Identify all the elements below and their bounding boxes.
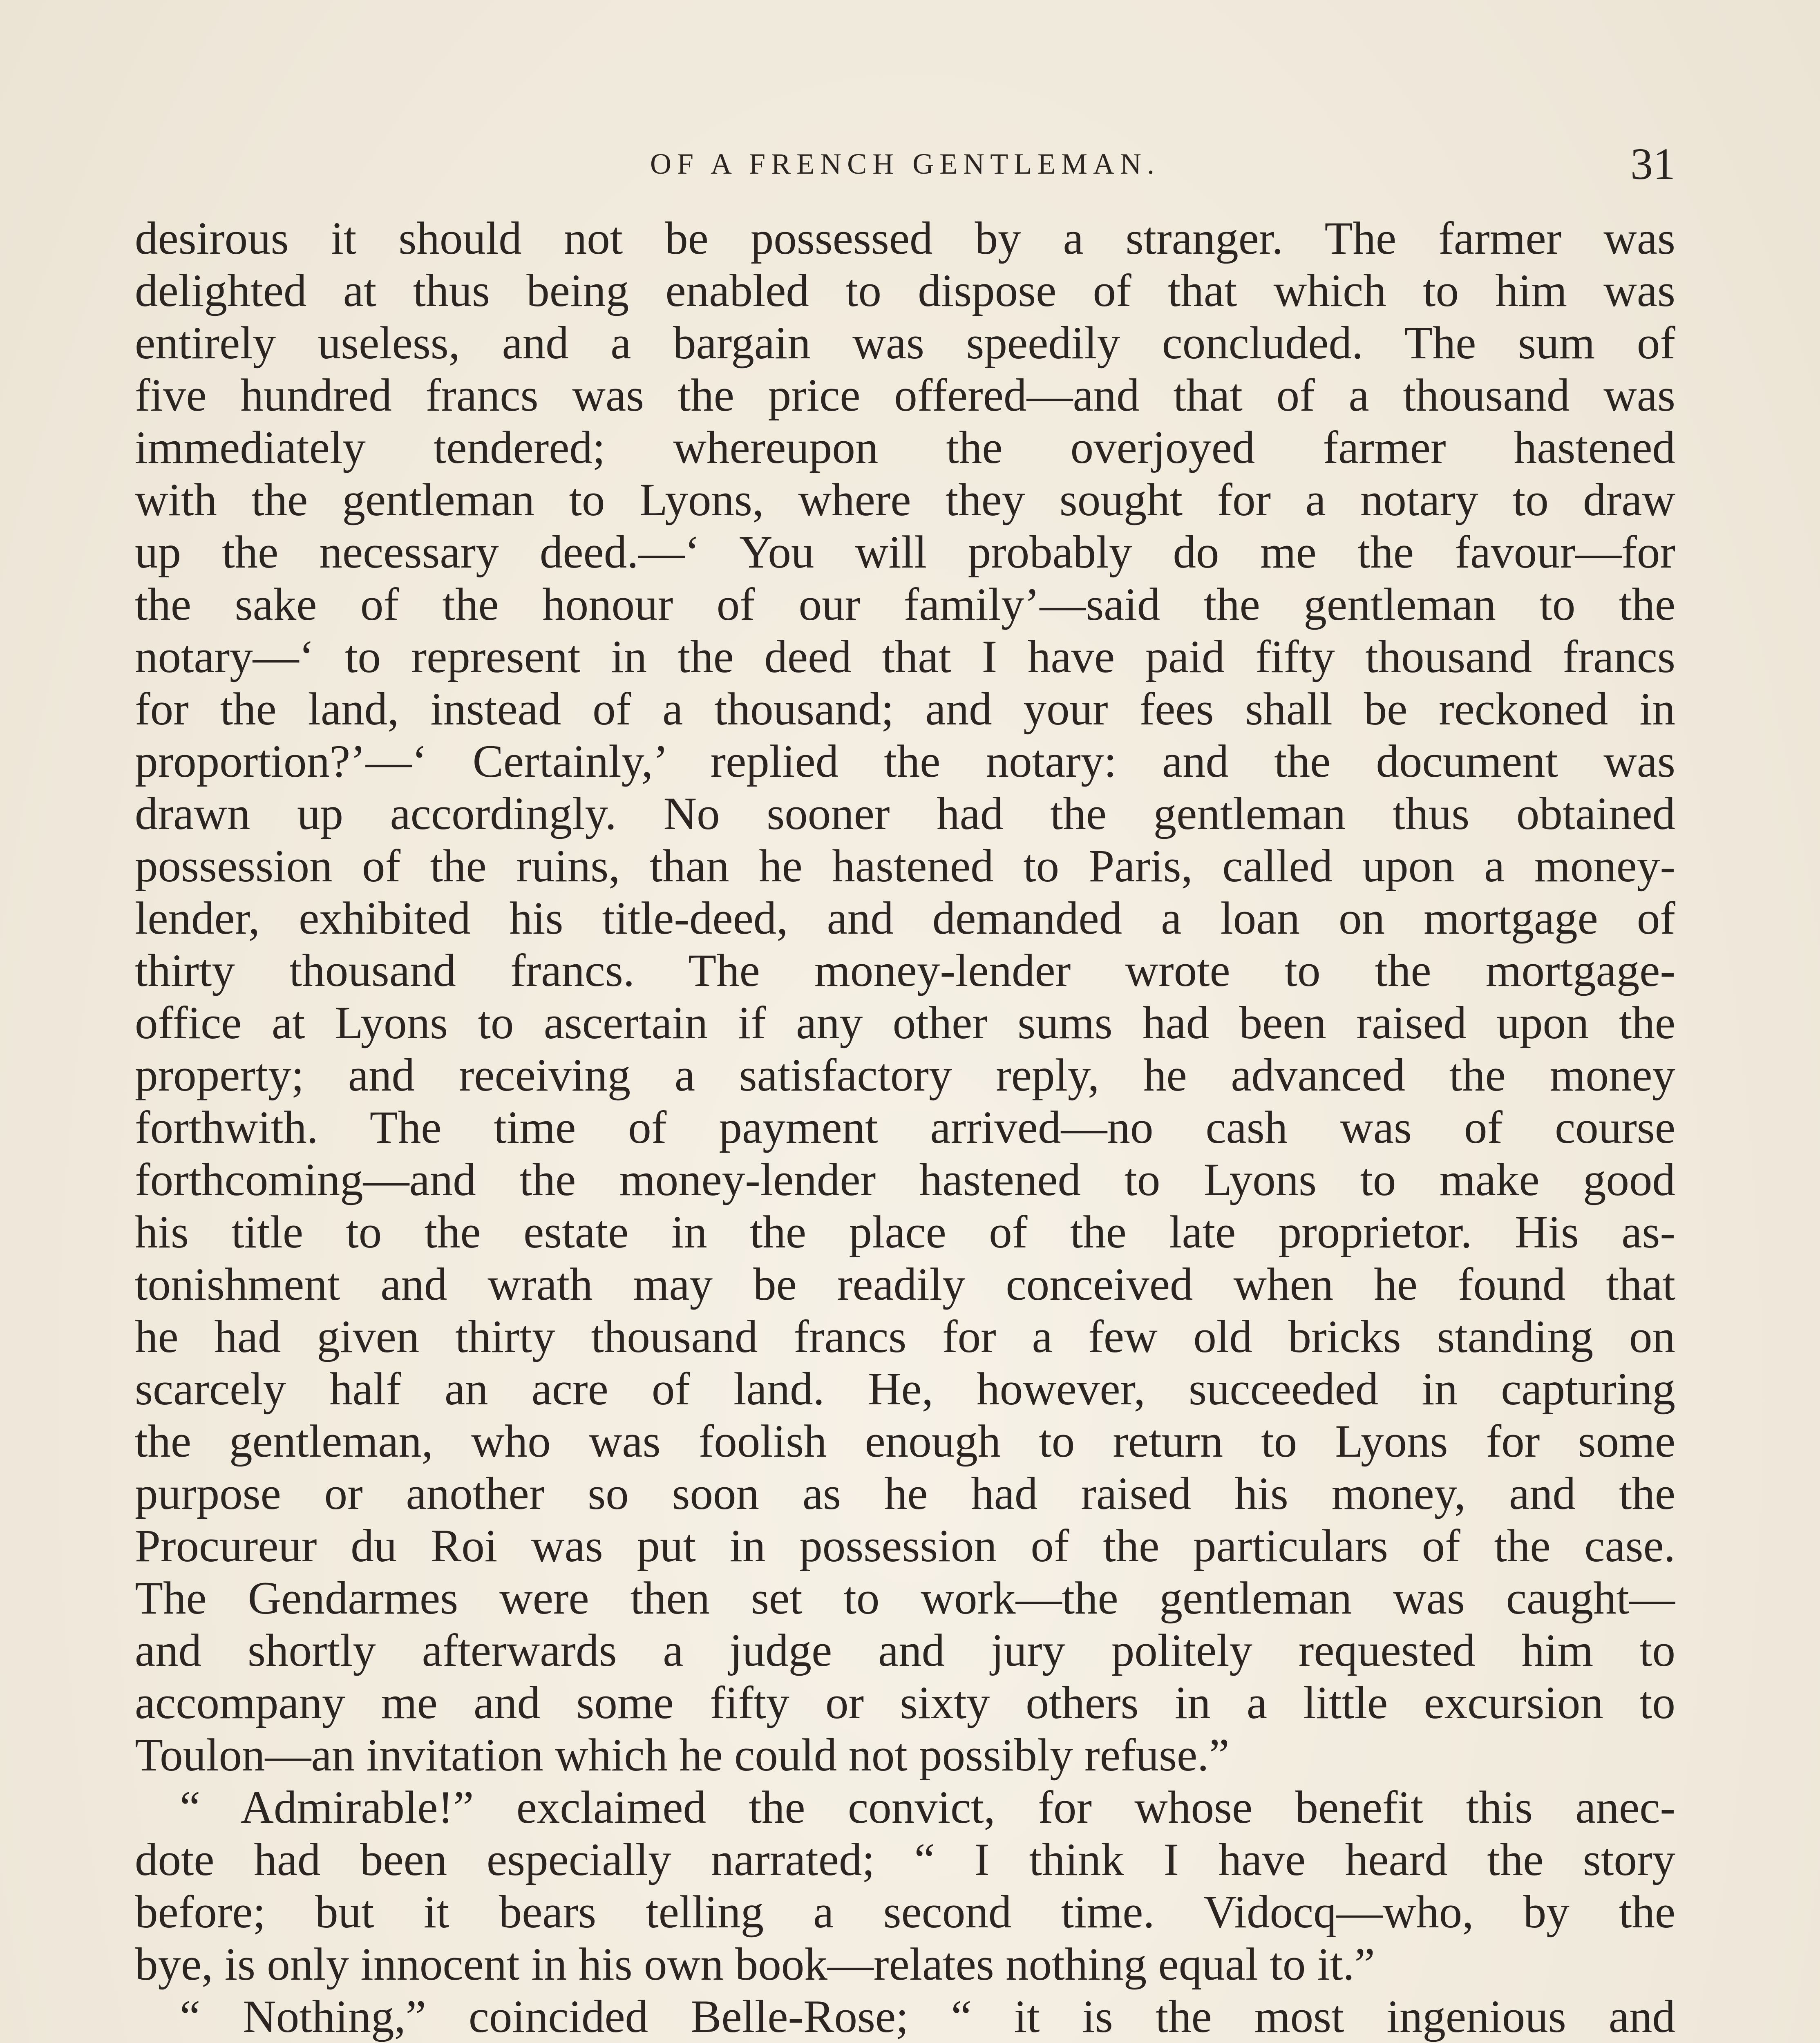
text-line: for the land, instead of a thousand; and your fees shall be reckoned in: [135, 684, 1675, 735]
text-line: dote had been especially narrated; “ I think I have heard the story: [135, 1834, 1675, 1885]
text-line: office at Lyons to ascertain if any other sums had been raised upon the: [135, 997, 1675, 1048]
text-line: proportion?’—‘ Certainly,’ replied the notary: and the document was: [135, 736, 1675, 787]
text-line: “ Nothing,” coincided Belle-Rose; “ it is the most ingenious and: [180, 1991, 1675, 2042]
text-line: desirous it should not be possessed by a stranger. The farmer was: [135, 213, 1675, 264]
text-line: forthwith. The time of payment arrived—no cash was of course: [135, 1102, 1675, 1153]
text-line: five hundred francs was the price offered—and that of a thousand was: [135, 370, 1675, 421]
text-line: the sake of the honour of our family’—said the gentleman to the: [135, 579, 1675, 630]
text-line: tonishment and wrath may be readily conceived when he found that: [135, 1259, 1675, 1310]
text-line: before; but it bears telling a second time. Vidocq—who, by the: [135, 1887, 1675, 1938]
text-line: up the necessary deed.—‘ You will probably do me the favour—for: [135, 527, 1675, 578]
text-line: Toulon—an invitation which he could not possibly refuse.”: [135, 1730, 1230, 1781]
text-line: The Gendarmes were then set to work—the gentleman was caught—: [135, 1573, 1675, 1624]
text-line: and shortly afterwards a judge and jury politely requested him to: [135, 1625, 1675, 1676]
text-line: his title to the estate in the place of the late proprietor. His as-: [135, 1207, 1675, 1258]
text-line: forthcoming—and the money-lender hastened to Lyons to make good: [135, 1154, 1675, 1205]
running-title: OF A FRENCH GENTLEMAN.: [650, 148, 1160, 180]
text-line: property; and receiving a satisfactory reply, he advanced the money: [135, 1050, 1675, 1101]
text-line: drawn up accordingly. No sooner had the gentleman thus obtained: [135, 788, 1675, 839]
text-line: scarcely half an acre of land. He, however, succeeded in capturing: [135, 1363, 1675, 1415]
text-line: accompany me and some fifty or sixty others in a little excursion to: [135, 1677, 1675, 1728]
text-line: thirty thousand francs. The money-lender wrote to the mortgage-: [135, 945, 1675, 996]
body-text: [135, 212, 1675, 2043]
text-line: entirely useless, and a bargain was speedily concluded. The sum of: [135, 317, 1675, 369]
text-line: he had given thirty thousand francs for a few old bricks standing on: [135, 1311, 1675, 1362]
text-line: delighted at thus being enabled to dispose of that which to him was: [135, 265, 1675, 316]
text-line: the gentleman, who was foolish enough to return to Lyons for some: [135, 1416, 1675, 1467]
text-line: possession of the ruins, than he hastened to Paris, called upon a money-: [135, 840, 1675, 892]
text-line: purpose or another so soon as he had raised his money, and the: [135, 1468, 1675, 1519]
text-line: immediately tendered; whereupon the overjoyed farmer hastened: [135, 422, 1675, 473]
page-number: 31: [1630, 139, 1675, 189]
text-line: notary—‘ to represent in the deed that I have paid fifty thousand francs: [135, 631, 1675, 682]
text-line: “ Admirable!” exclaimed the convict, for whose benefit this anec-: [180, 1782, 1675, 1833]
text-line: bye, is only innocent in his own book—relates nothing equal to it.”: [135, 1939, 1375, 1990]
text-line: lender, exhibited his title-deed, and demanded a loan on mortgage of: [135, 893, 1675, 944]
text-line: with the gentleman to Lyons, where they sought for a notary to draw: [135, 474, 1675, 525]
running-head: [135, 135, 1675, 189]
text-line: Procureur du Roi was put in possession of the particulars of the case.: [135, 1520, 1675, 1571]
